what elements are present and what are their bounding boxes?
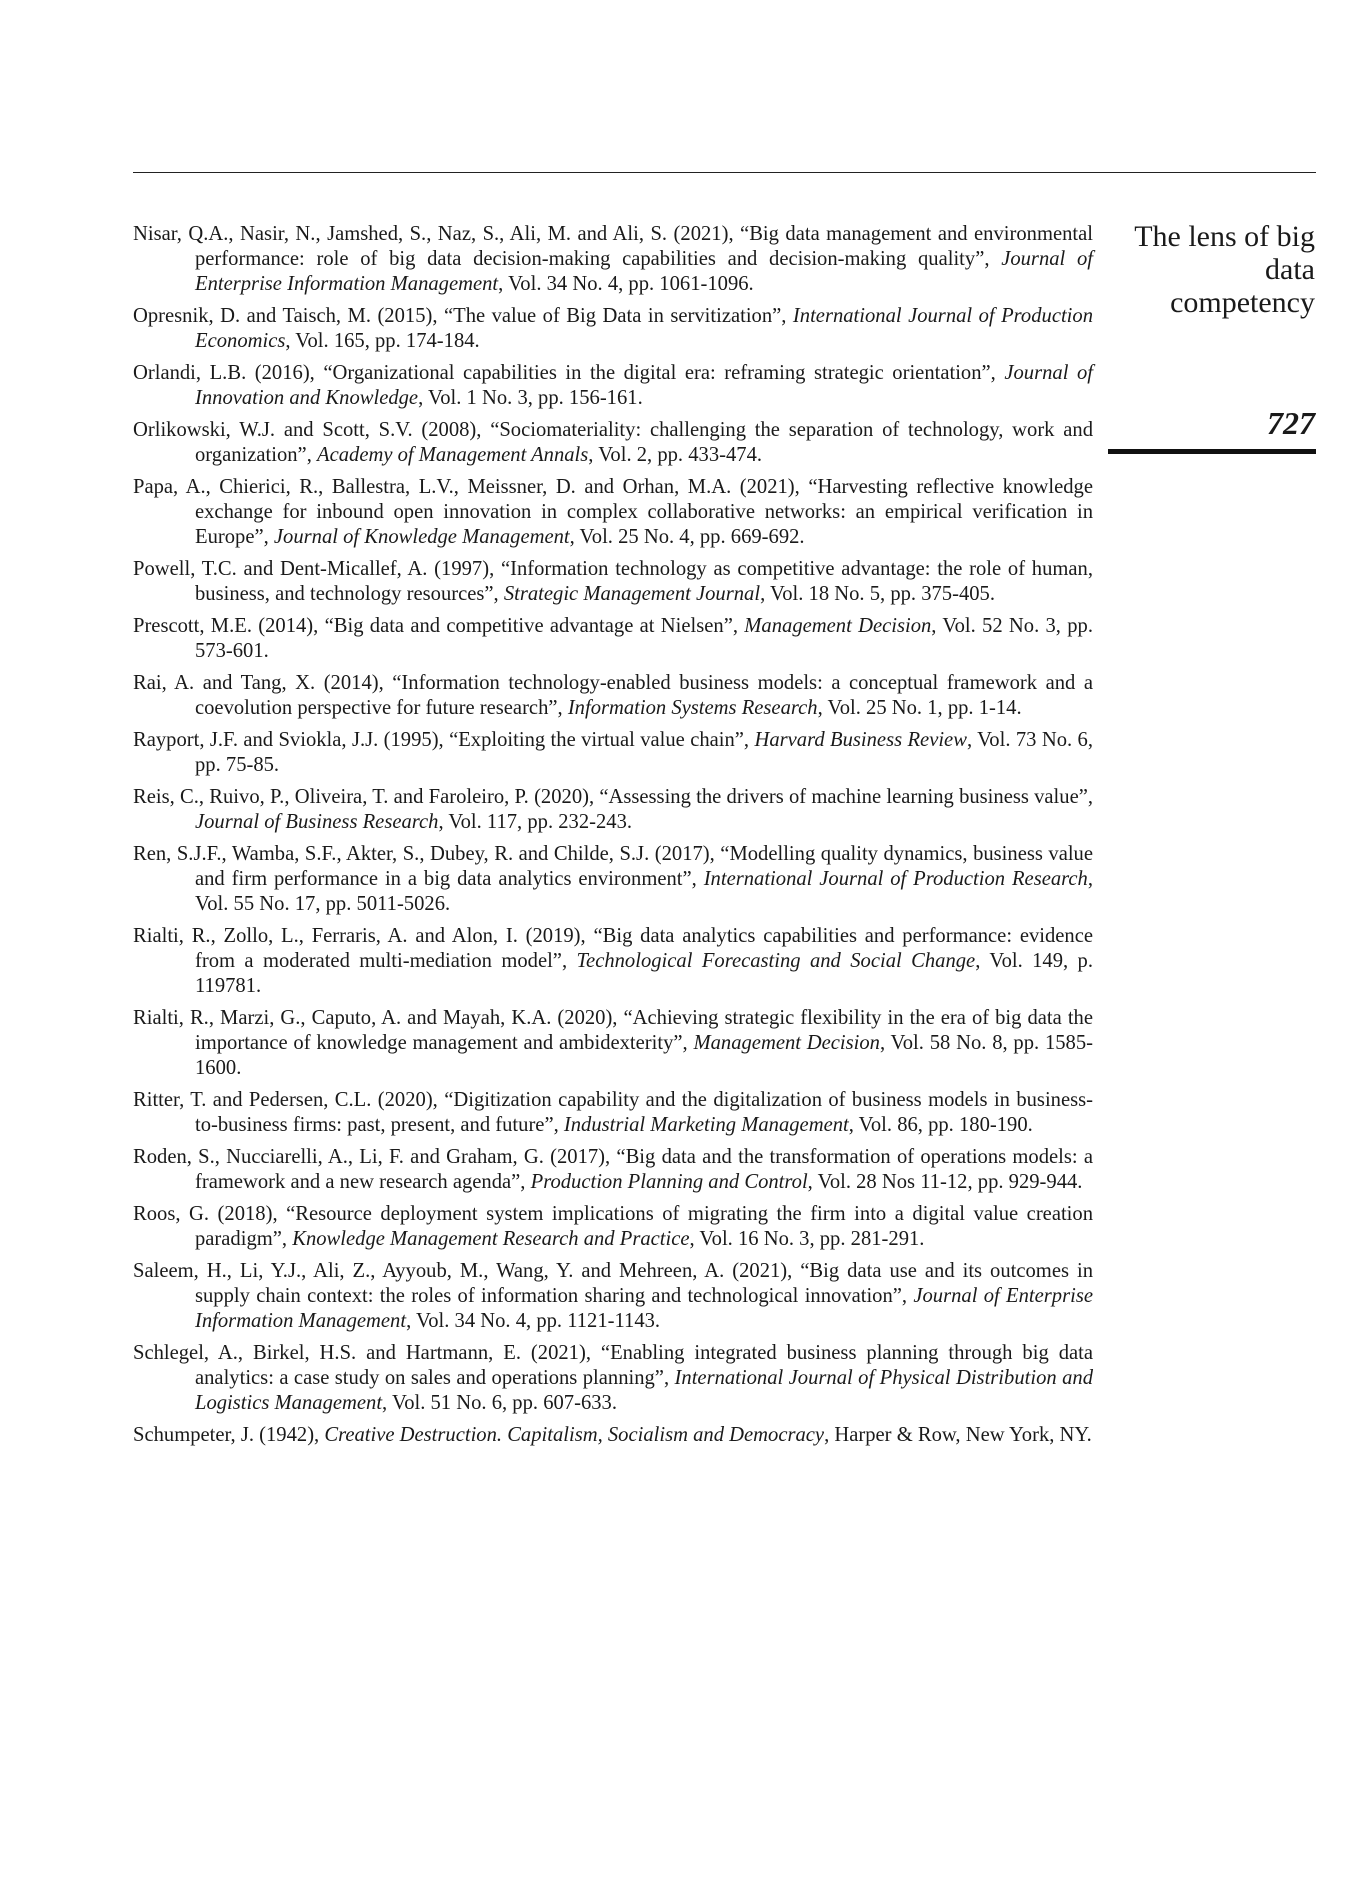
reference-source: International Journal of Physical Distribution and Logistics Management xyxy=(195,1367,1093,1414)
reference-details: , Vol. 34 No. 4, pp. 1061-1096. xyxy=(498,273,754,295)
reference-entry xyxy=(133,1006,1093,1081)
reference-entry xyxy=(133,671,1093,721)
reference-details: , Vol. 86, pp. 180-190. xyxy=(848,1114,1033,1136)
reference-authors-title: Roden, S., Nucciarelli, A., Li, F. and Graham, G. (2017), “Big data and the transformation of operations models: a framework and a new research agenda”, xyxy=(133,1146,1093,1193)
reference-details: , Vol. 165, pp. 174-184. xyxy=(285,330,480,352)
reference-authors-title: Schlegel, A., Birkel, H.S. and Hartmann, E. (2021), “Enabling integrated business planning through big data analytics: a case study on sales and operations planning”, xyxy=(133,1342,1093,1389)
reference-authors-title: Ritter, T. and Pedersen, C.L. (2020), “Digitization capability and the digitalization of business models in business-to-business firms: past, present, and future”, xyxy=(133,1089,1093,1136)
reference-authors-title: Orlandi, L.B. (2016), “Organizational capabilities in the digital era: reframing strategic orientation”, xyxy=(133,362,1005,384)
reference-details: , Vol. 1 No. 3, pp. 156-161. xyxy=(418,387,643,409)
reference-source: Technological Forecasting and Social Change xyxy=(576,950,976,972)
reference-entry xyxy=(133,222,1093,297)
reference-authors-title: Rialti, R., Zollo, L., Ferraris, A. and Alon, I. (2019), “Big data analytics capabilities and performance: evidence from a moderated multi-mediation model”, xyxy=(133,925,1093,972)
reference-source: Production Planning and Control xyxy=(530,1171,808,1193)
reference-details: , Vol. 117, pp. 232-243. xyxy=(438,811,633,833)
reference-source: Strategic Management Journal xyxy=(503,583,761,605)
reference-details: , Vol. 18 No. 5, pp. 375-405. xyxy=(760,583,995,605)
reference-details: , Harper & Row, New York, NY. xyxy=(824,1424,1092,1446)
reference-source: Journal of Business Research xyxy=(195,811,439,833)
reference-authors-title: Reis, C., Ruivo, P., Oliveira, T. and Faroleiro, P. (2020), “Assessing the drivers of machine learning business value”, xyxy=(133,786,1093,808)
reference-details: , Vol. 25 No. 4, pp. 669-692. xyxy=(569,526,805,548)
reference-details: , Vol. 34 No. 4, pp. 1121-1143. xyxy=(406,1310,661,1332)
reference-source: Journal of Innovation and Knowledge xyxy=(195,362,1093,409)
reference-source: Harvard Business Review xyxy=(754,729,967,751)
reference-entry xyxy=(133,1259,1093,1334)
reference-source: Journal of Enterprise Information Management xyxy=(195,248,1093,295)
reference-authors-title: Saleem, H., Li, Y.J., Ali, Z., Ayyoub, M., Wang, Y. and Mehreen, A. (2021), “Big data use and its outcomes in supply chain context: the roles of information sharing and technological innovation”, xyxy=(133,1260,1093,1307)
reference-authors-title: Papa, A., Chierici, R., Ballestra, L.V., Meissner, D. and Orhan, M.A. (2021), “Harvesting reflective knowledge exchange for inbound open innovation in complex collaborative networks: an empirical verification in Europe”, xyxy=(133,476,1093,548)
reference-source: Management Decision xyxy=(693,1032,880,1054)
reference-source: Information Systems Research xyxy=(567,697,818,719)
header-rule xyxy=(133,172,1316,173)
reference-details: , Vol. 58 No. 8, pp. 1585-1600. xyxy=(195,1032,1093,1079)
reference-details: , Vol. 25 No. 1, pp. 1-14. xyxy=(817,697,1022,719)
reference-authors-title: Orlikowski, W.J. and Scott, S.V. (2008), “Sociomateriality: challenging the separation of technology, work and organization”, xyxy=(133,419,1093,466)
reference-entry xyxy=(133,785,1093,835)
reference-authors-title: Nisar, Q.A., Nasir, N., Jamshed, S., Naz, S., Ali, M. and Ali, S. (2021), “Big data management and environmental performance: role of big data decision-making capabilities and decision-making quality”, xyxy=(133,223,1093,270)
reference-details: , Vol. 52 No. 3, pp. 573-601. xyxy=(195,615,1093,662)
reference-source: Creative Destruction. Capitalism, Socialism and Democracy xyxy=(324,1424,825,1446)
reference-details: , Vol. 73 No. 6, pp. 75-85. xyxy=(195,729,1093,776)
reference-entry xyxy=(133,304,1093,354)
reference-authors-title: Rayport, J.F. and Sviokla, J.J. (1995), “Exploiting the virtual value chain”, xyxy=(133,729,755,751)
running-title-line-1: The lens of big xyxy=(1134,220,1315,253)
reference-entry xyxy=(133,614,1093,664)
reference-entry xyxy=(133,1423,1093,1448)
reference-entry xyxy=(133,361,1093,411)
reference-authors-title: Rialti, R., Marzi, G., Caputo, A. and Mayah, K.A. (2020), “Achieving strategic flexibility in the era of big data the importance of knowledge management and ambidexterity”, xyxy=(133,1007,1093,1054)
reference-entry xyxy=(133,1088,1093,1138)
reference-details: , Vol. 149, p. 119781. xyxy=(195,950,1094,997)
reference-source: Knowledge Management Research and Practice xyxy=(292,1228,690,1250)
reference-source: Industrial Marketing Management xyxy=(563,1114,849,1136)
reference-details: , Vol. 2, pp. 433-474. xyxy=(588,444,763,466)
reference-authors-title: Rai, A. and Tang, X. (2014), “Information technology-enabled business models: a conceptual framework and a coevolution perspective for future research”, xyxy=(133,672,1093,719)
reference-entry xyxy=(133,1341,1093,1416)
reference-authors-title: Powell, T.C. and Dent-Micallef, A. (1997), “Information technology as competitive advantage: the role of human, business, and technology resources”, xyxy=(133,558,1093,605)
reference-entry xyxy=(133,418,1093,468)
reference-source: Journal of Enterprise Information Management xyxy=(195,1285,1093,1332)
reference-entry xyxy=(133,728,1093,778)
reference-authors-title: Prescott, M.E. (2014), “Big data and competitive advantage at Nielsen”, xyxy=(133,615,745,637)
reference-entry xyxy=(133,1145,1093,1195)
reference-details: , Vol. 28 Nos 11-12, pp. 929-944. xyxy=(807,1171,1083,1193)
running-title-line-2: data xyxy=(1265,253,1315,286)
reference-source: International Journal of Production Research xyxy=(703,868,1088,890)
reference-entry xyxy=(133,557,1093,607)
reference-entry xyxy=(133,924,1093,999)
reference-authors-title: Opresnik, D. and Taisch, M. (2015), “The value of Big Data in servitization”, xyxy=(133,305,793,327)
reference-entry xyxy=(133,1202,1093,1252)
reference-source: Academy of Management Annals xyxy=(317,444,589,466)
reference-source: International Journal of Production Economics xyxy=(195,305,1093,352)
reference-entry xyxy=(133,842,1093,917)
reference-details: , Vol. 51 No. 6, pp. 607-633. xyxy=(382,1392,617,1414)
reference-details: , Vol. 55 No. 17, pp. 5011-5026. xyxy=(195,868,1093,915)
page-number-rule xyxy=(1108,449,1316,454)
reference-source: Journal of Knowledge Management xyxy=(273,526,570,548)
running-title xyxy=(1105,220,1315,319)
reference-details: , Vol. 16 No. 3, pp. 281-291. xyxy=(689,1228,925,1250)
page-number: 727 xyxy=(1267,405,1315,441)
reference-authors-title: Roos, G. (2018), “Resource deployment system implications of migrating the firm into a digital value creation paradigm”, xyxy=(133,1203,1093,1250)
reference-authors-title: Ren, S.J.F., Wamba, S.F., Akter, S., Dubey, R. and Childe, S.J. (2017), “Modelling quality dynamics, business value and firm performance in a big data analytics environment”, xyxy=(133,843,1093,890)
running-title-line-3: competency xyxy=(1170,286,1315,319)
reference-source: Management Decision xyxy=(744,615,932,637)
reference-list xyxy=(133,222,1093,1455)
reference-authors-title: Schumpeter, J. (1942), xyxy=(133,1424,325,1446)
reference-entry xyxy=(133,475,1093,550)
